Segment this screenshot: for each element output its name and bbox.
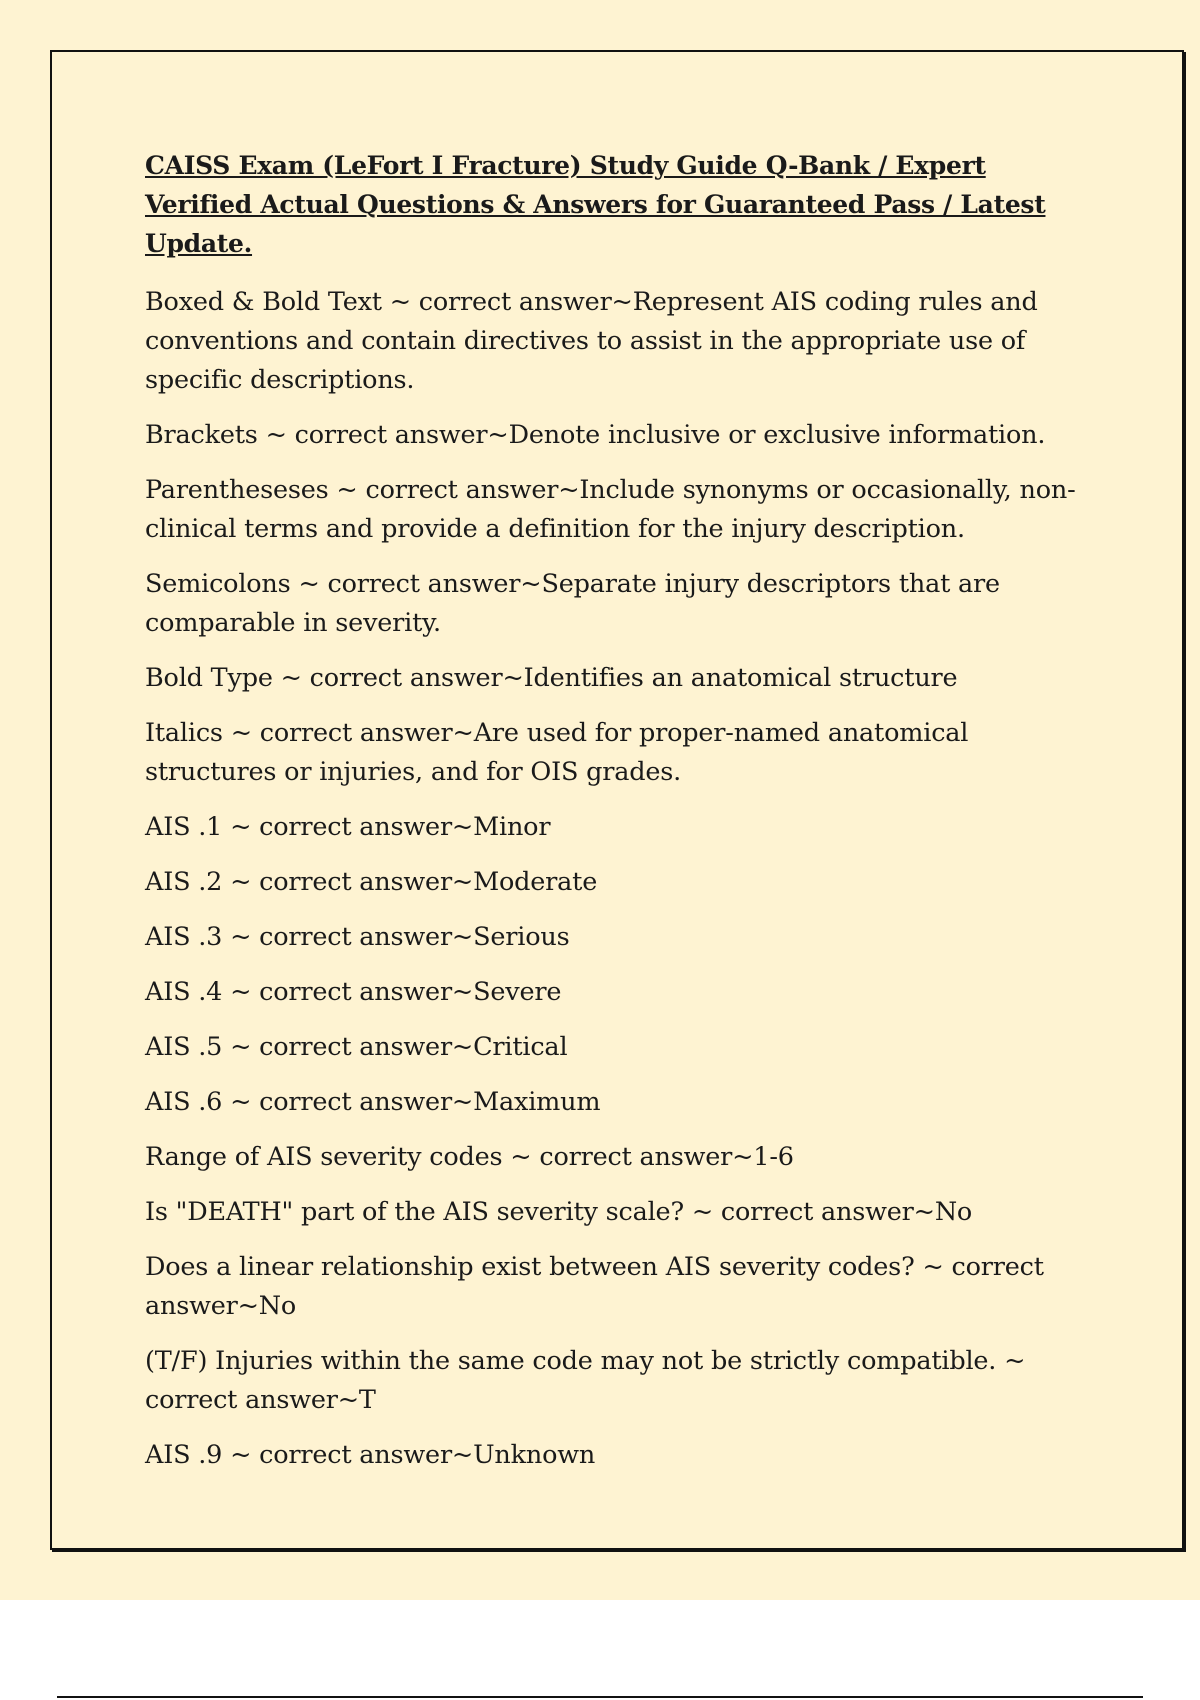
qa-item: Semicolons ~ correct answer~Separate injury descriptors that are comparable in severity. <box>145 569 1000 638</box>
qa-item: Brackets ~ correct answer~Denote inclusive or exclusive information. <box>145 420 1046 450</box>
qa-item: Does a linear relationship exist between AIS severity codes? ~ correct answer~No <box>145 1252 1044 1321</box>
qa-item: AIS .4 ~ correct answer~Severe <box>145 977 562 1007</box>
qa-item: (T/F) Injuries within the same code may not be strictly compatible. ~ correct answer~T <box>145 1346 1026 1415</box>
qa-item: Parentheseses ~ correct answer~Include synonyms or occasionally, non-clinical terms and provide a definition for the injury description. <box>145 475 1076 544</box>
qa-item: Is "DEATH" part of the AIS severity scale? ~ correct answer~No <box>145 1197 973 1227</box>
footer-divider <box>57 1696 1143 1698</box>
qa-item: AIS .9 ~ correct answer~Unknown <box>145 1440 596 1470</box>
qa-item: AIS .2 ~ correct answer~Moderate <box>145 867 598 897</box>
qa-item: AIS .3 ~ correct answer~Serious <box>145 922 570 952</box>
qa-item: AIS .1 ~ correct answer~Minor <box>145 812 551 842</box>
qa-item: Bold Type ~ correct answer~Identifies an anatomical structure <box>145 663 958 693</box>
qa-item: Boxed & Bold Text ~ correct answer~Represent AIS coding rules and conventions and contain directives to assist in the appropriate use of specific descriptions. <box>145 287 1038 395</box>
qa-item: Range of AIS severity codes ~ correct answer~1-6 <box>145 1142 794 1172</box>
qa-item: AIS .5 ~ correct answer~Critical <box>145 1032 568 1062</box>
qa-item: Italics ~ correct answer~Are used for proper-named anatomical structures or injuries, and for OIS grades. <box>145 718 969 787</box>
qa-item: AIS .6 ~ correct answer~Maximum <box>145 1087 601 1117</box>
document-body <box>145 146 1095 1491</box>
document-title: CAISS Exam (LeFort I Fracture) Study Guide Q-Bank / Expert Verified Actual Questions & Answers for Guaranteed Pass / Latest Update. <box>145 151 1046 258</box>
